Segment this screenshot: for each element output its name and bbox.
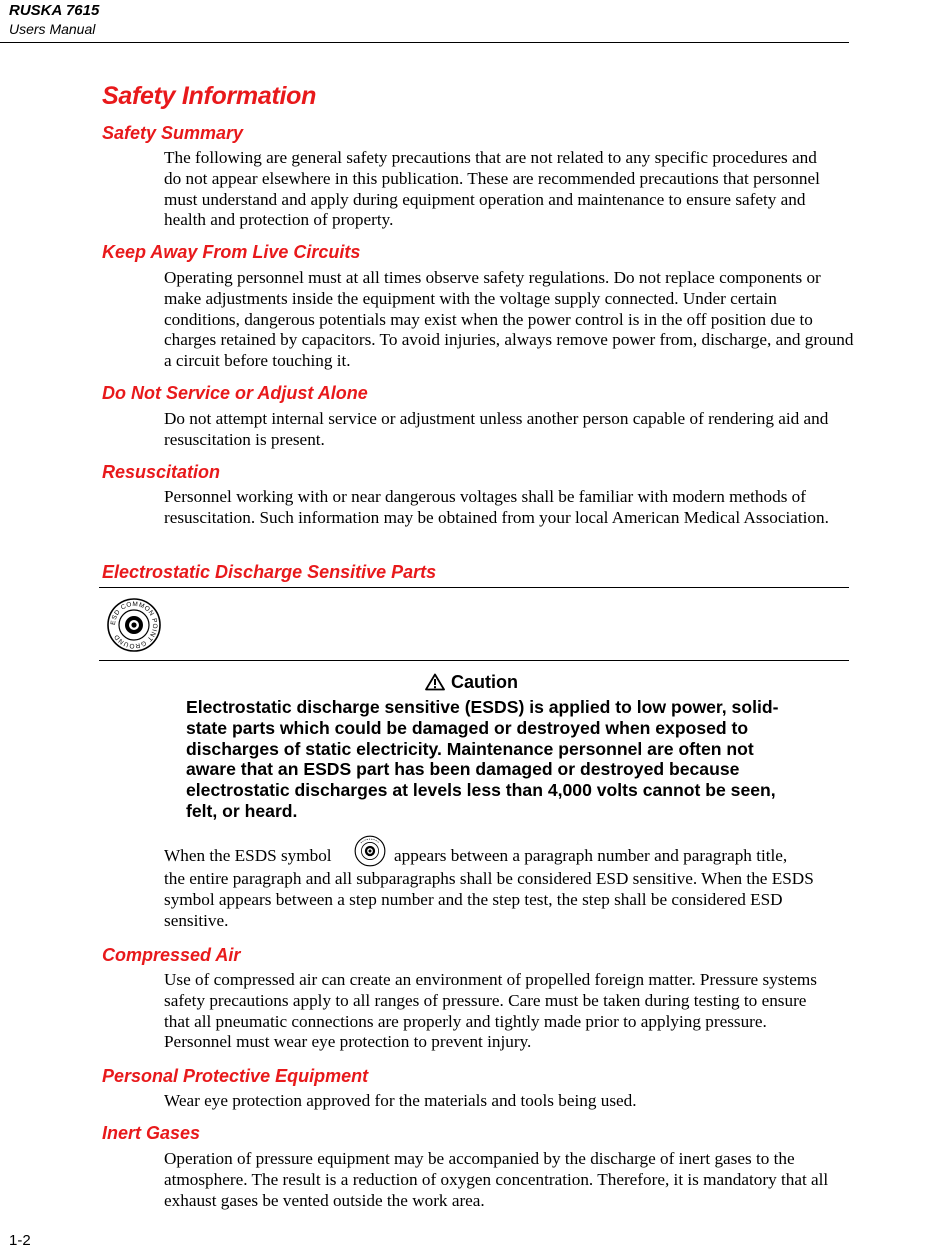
heading-adjust-alone: Do Not Service or Adjust Alone bbox=[102, 383, 368, 403]
heading-compressed-air: Compressed Air bbox=[102, 945, 241, 965]
paragraph-adjust-alone: Do not attempt internal service or adjustment unless another person capable of rendering aid and resuscitation is present. bbox=[164, 409, 829, 449]
esd-symbol-ring-text: ESD COMMON POINT GROUND bbox=[109, 600, 159, 650]
paragraph-resuscitation: Personnel working with or near dangerous voltages shall be familiar with modern methods of resuscitation. Such information may be obtained from your local American Medical Association. bbox=[164, 487, 829, 527]
paragraph-compressed-air: Use of compressed air can create an environment of propelled foreign matter. Pressure systems safety precautions apply to all ranges of pressure. Care must be taken during testing to ensure that all pneumatic connections are properly and tightly made prior to applying pressure. Personnel must wear eye protection to prevent injury. bbox=[164, 970, 817, 1052]
heading-ppe: Personal Protective Equipment bbox=[102, 1066, 369, 1086]
paragraph-inert-gases: Operation of pressure equipment may be accompanied by the discharge of inert gases to the atmosphere. The result is a reduction of oxygen concentration. Therefore, it is mandatory that all exhaust gases be vented outside the work area. bbox=[164, 1149, 829, 1210]
header-subtitle: Users Manual bbox=[9, 21, 96, 37]
caution-heading bbox=[425, 671, 518, 693]
heading-live-circuits: Keep Away From Live Circuits bbox=[102, 242, 361, 262]
esd-rule-top bbox=[99, 587, 849, 588]
paragraph-safety-summary: The following are general safety precautions that are not related to any specific procedures and do not appear elsewhere in this publication. These are recommended precautions that personnel must understand and apply during equipment operation and maintenance to ensure safety and health and protection of property. bbox=[164, 148, 820, 230]
caution-label: Caution bbox=[451, 672, 518, 692]
caution-text: Electrostatic discharge sensitive (ESDS) is applied to low power, solid-state parts which could be damaged or destroyed when exposed to discharges of static electricity. Maintenance personnel are often not aware that an ESDS part has been damaged or destroyed because electrostatic discharges at levels less than 4,000 volts cannot be seen, felt, or heard. bbox=[186, 697, 779, 821]
paragraph-esd-rest: the entire paragraph and all subparagraphs shall be considered ESD sensitive. When the ESDS symbol appears between a step number and the step test, the step shall be considered ESD sensitive. bbox=[164, 869, 814, 930]
heading-resuscitation: Resuscitation bbox=[102, 462, 221, 482]
esd-inline-after: appears between a paragraph number and paragraph title, bbox=[394, 846, 788, 865]
heading-safety-summary: Safety Summary bbox=[102, 123, 244, 143]
page-title: Safety Information bbox=[102, 82, 317, 110]
heading-esd: Electrostatic Discharge Sensitive Parts bbox=[102, 562, 437, 582]
esd-rule-bottom bbox=[99, 660, 849, 661]
header-rule bbox=[0, 42, 849, 43]
esd-symbol-small-icon bbox=[354, 835, 386, 867]
warning-triangle-icon bbox=[425, 673, 445, 691]
heading-inert-gases: Inert Gases bbox=[102, 1123, 201, 1143]
page-number: 1-2 bbox=[9, 1232, 31, 1249]
paragraph-ppe: Wear eye protection approved for the materials and tools being used. bbox=[164, 1091, 637, 1110]
esd-symbol-icon bbox=[106, 597, 162, 653]
header-title: RUSKA 7615 bbox=[9, 2, 100, 19]
paragraph-live-circuits: Operating personnel must at all times observe safety regulations. Do not replace components or make adjustments inside the equipment with the voltage supply connected. Under certain conditions, dangerous potentials may exist when the power control is in the off position due to charges retained by capacitors. To avoid injuries, always remove power from, discharge, and ground a circuit before touching it. bbox=[164, 268, 854, 371]
esd-inline-before: When the ESDS symbol bbox=[164, 846, 332, 865]
